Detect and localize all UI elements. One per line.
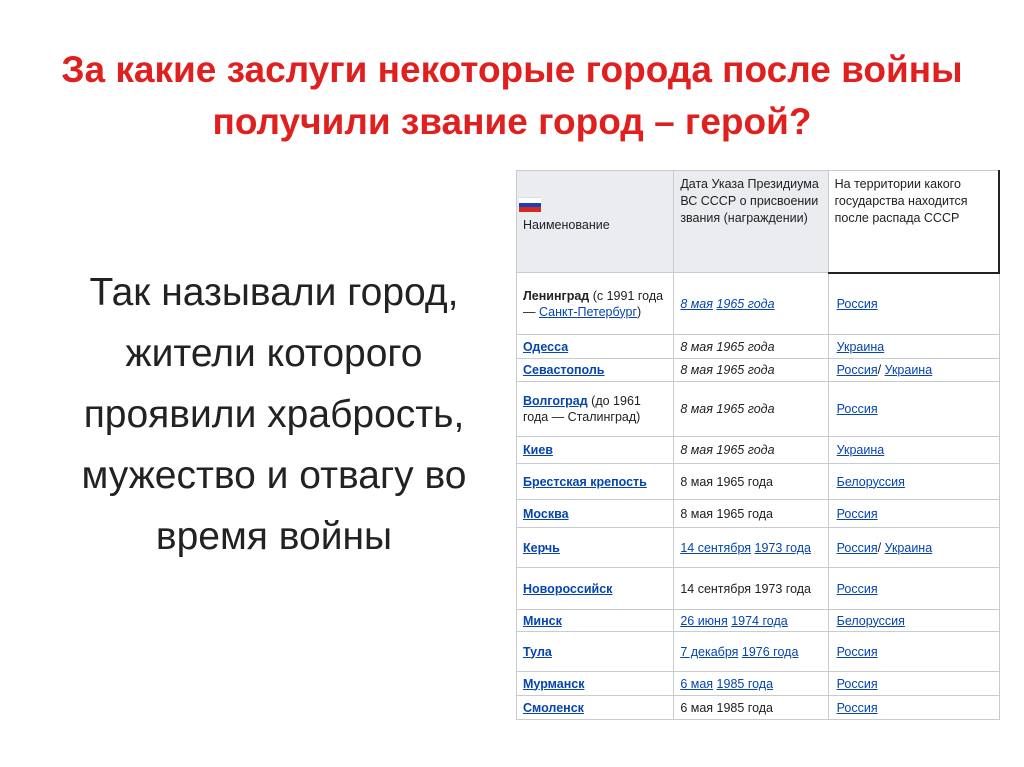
city-cell: [517, 610, 674, 632]
header-name-label: Наименование: [523, 218, 610, 232]
territory-link[interactable]: Россия: [836, 644, 878, 659]
city-cell: [517, 672, 674, 696]
date-cell: 8 мая 1965 года: [674, 359, 828, 382]
territory-link[interactable]: Россия: [836, 363, 878, 377]
territory-link[interactable]: Белоруссия: [836, 613, 905, 628]
territory-link[interactable]: Россия: [836, 676, 878, 691]
territory-link[interactable]: Украина: [836, 443, 885, 457]
city-link[interactable]: Новороссийск: [523, 581, 613, 596]
table-row: [517, 610, 1000, 632]
city-link[interactable]: Минск: [523, 613, 562, 628]
date-cell: [674, 632, 828, 672]
city-link[interactable]: Брестская крепость: [523, 474, 647, 489]
city-link[interactable]: Тула: [523, 644, 552, 659]
territory-link[interactable]: Россия: [836, 700, 878, 715]
city-cell: [517, 464, 674, 500]
body-text: Так называли город, жители которого проявили храбрость, мужество и отвагу во время войны: [81, 271, 467, 558]
city-cell: [517, 335, 674, 359]
city-cell: [517, 500, 674, 528]
header-date: Дата Указа Президиума ВС СССР о присвоении звания (награждении): [674, 171, 828, 273]
date-year-link[interactable]: 1976 года: [741, 644, 799, 659]
table-row: [517, 464, 1000, 500]
city-note-close: ): [637, 304, 642, 319]
date-year-link[interactable]: 1985 года: [716, 676, 774, 691]
city-link[interactable]: Киев: [523, 443, 553, 457]
city-link[interactable]: Волгоград: [523, 394, 588, 408]
territory-link[interactable]: Белоруссия: [836, 474, 905, 489]
date-cell: 8 мая 1965 года: [674, 335, 828, 359]
territory-link[interactable]: Россия: [836, 402, 878, 416]
territory-cell: [828, 528, 999, 568]
territory-separator: /: [877, 540, 885, 555]
date-day-link[interactable]: 14 сентября: [680, 540, 752, 555]
date-cell: [674, 610, 828, 632]
date-cell: [674, 273, 828, 335]
city-cell: [517, 528, 674, 568]
territory-link[interactable]: Россия: [836, 581, 878, 596]
header-name: [517, 171, 674, 273]
territory-cell: [828, 464, 999, 500]
city-cell: [517, 632, 674, 672]
date-cell: [674, 672, 828, 696]
table-row: [517, 382, 1000, 437]
territory-cell: [828, 382, 999, 437]
table-row: [517, 632, 1000, 672]
city-link[interactable]: Керчь: [523, 540, 560, 555]
city-cell: [517, 696, 674, 720]
table-row: [517, 273, 1000, 335]
territory-cell: [828, 437, 999, 464]
city-link[interactable]: Мурманск: [523, 676, 585, 691]
territory-link[interactable]: Россия: [836, 296, 878, 311]
territory-cell: [828, 610, 999, 632]
date-day-link[interactable]: 6 мая: [680, 676, 714, 691]
date-cell: 14 сентября 1973 года: [674, 568, 828, 610]
table-header-row: [517, 171, 1000, 273]
date-day-link[interactable]: 7 декабря: [680, 644, 739, 659]
territory-link-2[interactable]: Украина: [884, 363, 933, 377]
date-cell: 8 мая 1965 года: [674, 464, 828, 500]
territory-link[interactable]: Украина: [836, 339, 885, 354]
territory-cell: [828, 696, 999, 720]
city-cell: [517, 359, 674, 382]
territory-cell: [828, 672, 999, 696]
date-cell: [674, 528, 828, 568]
territory-separator: /: [877, 363, 885, 377]
city-link[interactable]: Смоленск: [523, 700, 584, 715]
territory-link-2[interactable]: Украина: [884, 540, 933, 555]
header-territory: На территории какого государства находится после распада СССР: [828, 171, 999, 273]
city-link[interactable]: Одесса: [523, 339, 569, 354]
city-cell: [517, 273, 674, 335]
date-day-link[interactable]: 26 июня: [680, 613, 728, 628]
city-note-link[interactable]: Санкт-Петербург: [538, 304, 638, 319]
territory-cell: [828, 273, 999, 335]
date-cell: 8 мая 1965 года: [674, 437, 828, 464]
date-cell: 6 мая 1985 года: [674, 696, 828, 720]
hero-cities-table-container: [516, 170, 1000, 720]
date-day-link[interactable]: 8 мая: [680, 296, 713, 311]
territory-link[interactable]: Россия: [836, 506, 878, 521]
table-row: [517, 672, 1000, 696]
hero-cities-table: [516, 170, 1000, 720]
territory-cell: [828, 335, 999, 359]
city-link[interactable]: Севастополь: [523, 363, 605, 377]
table-row: [517, 568, 1000, 610]
table-row: [517, 335, 1000, 359]
slide-title: За какие заслуги некоторые города после войны получили звание город – герой?: [61, 49, 963, 142]
city-cell: [517, 382, 674, 437]
territory-link[interactable]: Россия: [836, 540, 878, 555]
city-name: Ленинград: [523, 288, 590, 303]
date-year-link[interactable]: 1974 года: [731, 613, 788, 628]
date-year-link[interactable]: 1965 года: [716, 296, 775, 311]
table-row: [517, 696, 1000, 720]
territory-cell: [828, 568, 999, 610]
city-link[interactable]: Москва: [523, 506, 569, 521]
city-cell: [517, 437, 674, 464]
city-note: (до 1961 года — Сталинград): [523, 394, 641, 424]
date-cell: 8 мая 1965 года: [674, 382, 828, 437]
city-cell: [517, 568, 674, 610]
table-row: [517, 437, 1000, 464]
date-year-link[interactable]: 1973 года: [754, 540, 812, 555]
table-row: [517, 359, 1000, 382]
russian-flag-icon: [519, 197, 541, 211]
territory-cell: [828, 500, 999, 528]
city-note: (с 1991 года —: [523, 288, 664, 319]
date-cell: 8 мая 1965 года: [674, 500, 828, 528]
territory-cell: [828, 359, 999, 382]
territory-cell: [828, 632, 999, 672]
table-row: [517, 528, 1000, 568]
table-row: [517, 500, 1000, 528]
